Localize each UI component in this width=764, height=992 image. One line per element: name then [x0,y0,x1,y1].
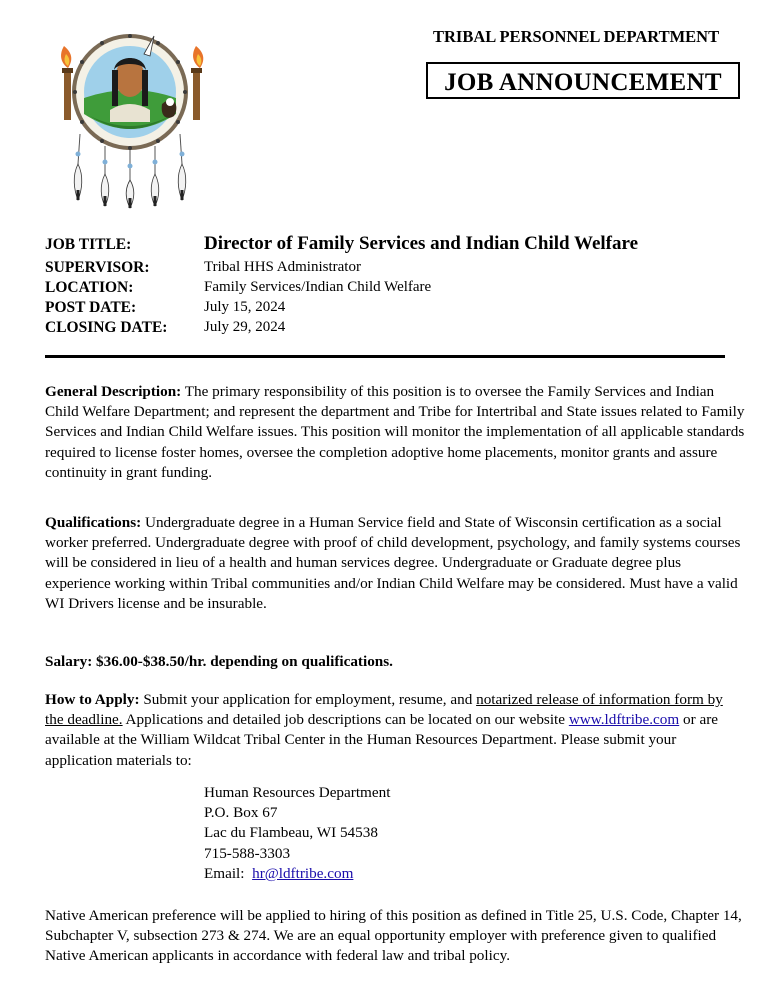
qualifications-label: Qualifications: [45,514,142,531]
location-label: LOCATION: [45,279,134,296]
announcement-title: JOB ANNOUNCEMENT [444,69,722,96]
email-link[interactable]: hr@ldftribe.com [252,864,354,882]
address-phone: 715-588-3303 [204,844,291,862]
address-line-2: P.O. Box 67 [204,804,278,822]
how-to-apply [45,690,745,771]
post-date-label: POST DATE: [45,299,137,316]
general-description [45,382,745,483]
closing-date-value: July 29, 2024 [204,319,286,335]
right-torch-icon [191,46,203,120]
email-label: Email: [204,864,253,882]
supervisor-label: SUPERVISOR: [45,259,150,276]
job-title-label: JOB TITLE: [45,236,132,253]
how-to-apply-label: How to Apply: [45,691,140,708]
header-divider [45,355,725,358]
notarized-form-note: notarized release of information form by the deadline. [45,691,723,729]
department-name: TRIBAL PERSONNEL DEPARTMENT [433,27,720,46]
supervisor-value: Tribal HHS Administrator [204,259,361,275]
general-description-text: The primary responsibility of this position is to oversee the Family Services and Indian Child Welfare Department; and represent the department and Tribe for Intertribal and State issues related to Family Services and Indian Child Welfare issues. This position will monitor the implementation of all applicable standards required to license foster homes, oversee the completion adoptive home placements, monitor grants and assure continuity in grant funding. [45,383,745,481]
qualifications-text: Undergraduate degree in a Human Service field and State of Wisconsin certification as a social worker preferred. Undergraduate degree with proof of child development, psychology, and family systems courses will be considered in lieu of a health and human services degree. Undergraduate or Graduate degree plus experience working within Tribal communities and/or Indian Child Welfare may be considered. Must have a valid WI Drivers license and be insurable. [45,514,741,612]
left-torch-icon [61,46,73,120]
address-line-1: Human Resources Department [204,784,391,801]
post-date-value: July 15, 2024 [204,299,286,315]
salary: Salary: $36.00-$38.50/hr. depending on qualifications. [45,653,393,670]
how-to-apply-text-2: Applications and detailed job descriptions can be located on our website [122,711,569,729]
announcement-box [426,62,740,99]
how-to-apply-text-3: or are available at the William Wildcat Tribal Center in the Human Resources Department. Please submit your application materials to: [45,711,718,769]
job-title-value: Director of Family Services and Indian Child Welfare [204,233,639,254]
qualifications [45,513,745,614]
general-description-label: General Description: [45,383,182,400]
preference-statement: Native American preference will be applied to hiring of this position as defined in Title 25, U.S. Code, Chapter 14, Subchapter V, subsection 273 & 274. We are an equal opportunity employer with preference given to qualified Native American applicants in accordance with federal law and tribal policy. [45,907,742,965]
how-to-apply-text: Submit your application for employment, resume, and [139,691,477,708]
address-email-row [204,864,390,884]
location-value: Family Services/Indian Child Welfare [204,279,432,295]
tribal-logo [50,24,210,209]
website-link[interactable]: www.ldftribe.com [568,711,680,729]
closing-date-label: CLOSING DATE: [45,319,168,336]
address-line-3: Lac du Flambeau, WI 54538 [204,824,378,842]
mailing-address [204,783,390,884]
